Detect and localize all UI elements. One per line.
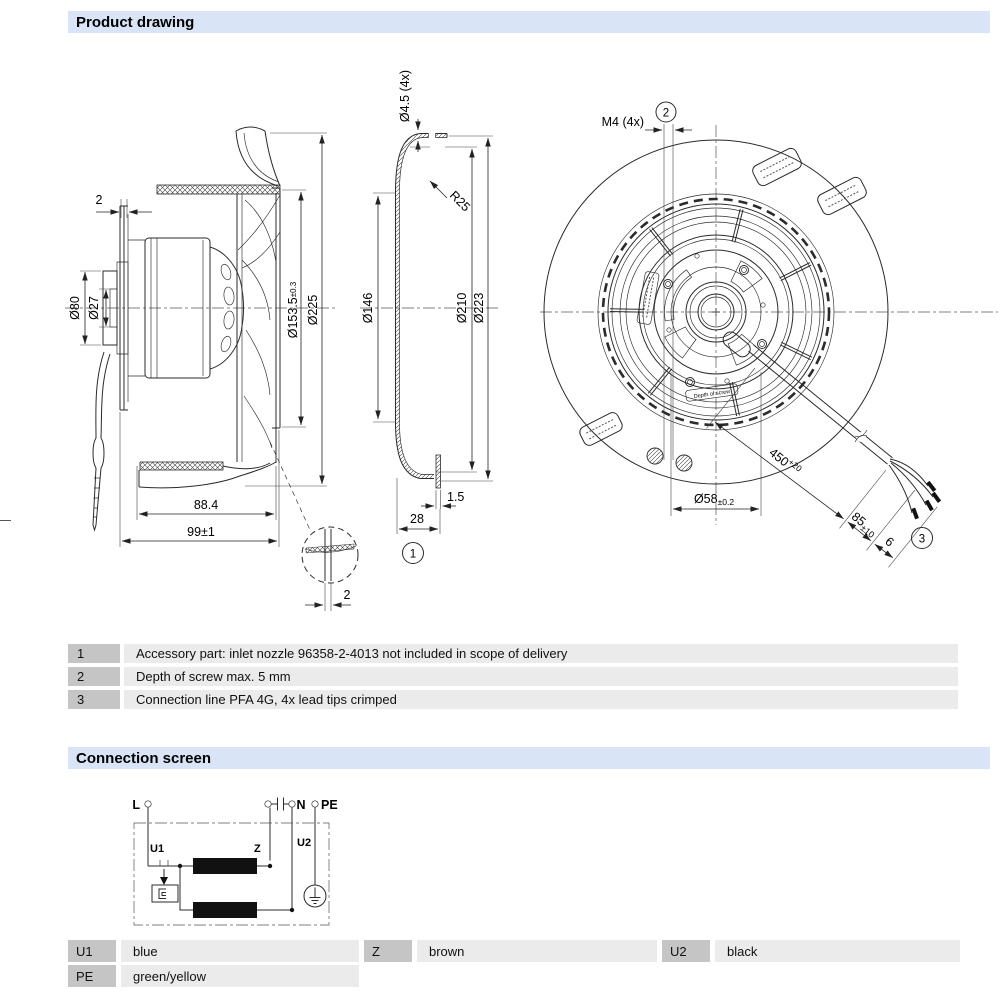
main-winding	[193, 858, 257, 874]
svg-text:Depth of screw: Depth of screw	[693, 388, 731, 401]
note-row	[68, 690, 958, 709]
winding-u1-label: U1	[150, 843, 165, 855]
dim-cable-length-label: $450^{+20}$	[766, 445, 804, 474]
notes-table	[68, 644, 958, 713]
note-description: Accessory part: inlet nozzle 96358-2-4013 not included in scope of delivery	[124, 644, 958, 663]
terminal-pe-label: PE	[321, 798, 338, 812]
dim-hub-label: Ø58±0.2	[693, 492, 735, 507]
dim-d223-label: Ø223	[472, 292, 486, 324]
balance-weight	[647, 448, 663, 464]
side-view	[65, 127, 358, 611]
dim-lip-label: 1.5	[447, 490, 465, 504]
product-drawing-title: Product drawing	[76, 13, 195, 31]
earth-ground-symbol	[304, 885, 326, 907]
auxiliary-winding	[193, 902, 257, 918]
dim-depth-total-label: 99±1	[187, 525, 215, 539]
serial-label-sticker	[578, 411, 625, 448]
dim-radius-label: R25	[446, 188, 473, 215]
dim-depth-impeller-label: 88.4	[193, 498, 219, 512]
winding-u2-label: U2	[297, 837, 312, 849]
wire-color-u1: blue	[121, 940, 359, 962]
dim-d153-label: Ø153.5±0.3	[286, 281, 300, 339]
callout-1-number: 1	[409, 548, 417, 561]
connection-diagram	[95, 780, 365, 940]
dim-d146-label: Ø146	[361, 292, 375, 324]
connection-screen-header	[68, 747, 990, 769]
wire-label-u1: U1	[68, 940, 116, 962]
balance-weight	[676, 455, 692, 471]
wire-color-table	[68, 940, 960, 990]
terminal-l-label: L	[132, 798, 140, 812]
front-view	[540, 102, 998, 567]
note-number: 3	[68, 690, 120, 709]
capacitor-symbol	[265, 798, 289, 811]
dim-flange-offset-label: 2	[95, 193, 103, 207]
callout-2-number: 2	[662, 107, 670, 120]
rating-label-sticker	[751, 146, 804, 187]
dim-d210-label: Ø210	[455, 292, 469, 324]
thermal-protector-symbol	[152, 869, 178, 902]
dim-screws-label: M4 (4x)	[601, 115, 644, 129]
wire-label-z: Z	[364, 940, 412, 962]
wire-color-pe: green/yellow	[121, 965, 359, 987]
connection-screen-title: Connection screen	[76, 749, 212, 767]
wire-color-u2: black	[715, 940, 960, 962]
terminal-n-label: N	[296, 798, 306, 812]
dim-tip-length-label: 6	[882, 534, 897, 550]
note-number: 2	[68, 667, 120, 686]
winding-z-label: Z	[254, 843, 261, 855]
nozzle-view	[360, 70, 500, 564]
dim-d225-label: Ø225	[306, 294, 320, 326]
detail-callout	[270, 442, 358, 611]
wire-table-row	[68, 965, 960, 987]
mounting-holes	[664, 254, 767, 387]
note-description: Depth of screw max. 5 mm	[124, 667, 958, 686]
dim-depth-label: 28	[410, 512, 424, 526]
page-margin-tick	[0, 520, 11, 521]
note-number: 1	[68, 644, 120, 663]
wire-label-pe: PE	[68, 965, 116, 987]
dim-detail-wall-label: 2	[343, 588, 351, 602]
wire-color-z: brown	[417, 940, 657, 962]
note-row	[68, 667, 958, 686]
dim-strip-length-label: $85_{\pm 10}$	[848, 509, 877, 540]
dim-d80-label: Ø80	[68, 296, 82, 320]
note-row	[68, 644, 958, 663]
wire-table-row	[68, 940, 960, 962]
note-description: Connection line PFA 4G, 4x lead tips crimped	[124, 690, 958, 709]
dim-holes-label: Ø4.5 (4x)	[398, 69, 412, 123]
dim-d27-label: Ø27	[87, 296, 101, 320]
callout-3-number: 3	[918, 533, 926, 546]
type-label-sticker	[816, 175, 869, 216]
wire-label-u2: U2	[662, 940, 710, 962]
